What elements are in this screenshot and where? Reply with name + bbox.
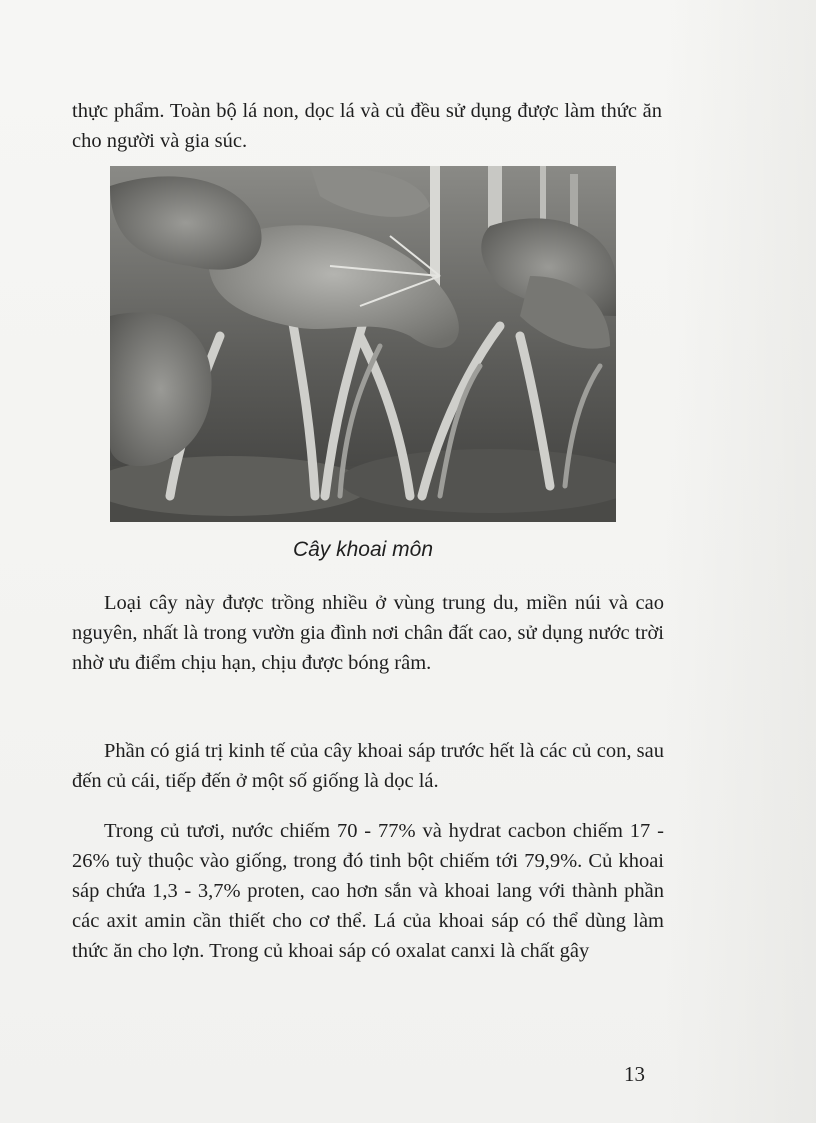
taro-plant-illustration — [110, 166, 616, 522]
intro-paragraph: thực phẩm. Toàn bộ lá non, dọc lá và củ đều sử dụng được làm thức ăn cho người và gia súc. — [72, 100, 662, 152]
page-number: 13 — [624, 1062, 645, 1086]
page-edge-shadow — [666, 0, 816, 1123]
taro-plant-photo — [110, 166, 616, 522]
paragraph-composition: Trong củ tươi, nước chiếm 70 - 77% và hydrat cacbon chiếm 17 - 26% tuỳ thuộc vào giống, trong đó tinh bột chiếm tới 79,9%. Củ khoai sáp chứa 1,3 - 3,7% proten, cao hơn sắn và khoai lang với thành phần các axit amin cần thiết cho cơ thể. Lá của khoai sáp có thể dùng làm thức ăn cho lợn. Trong củ khoai sáp có oxalat canxi là chất gây — [72, 820, 664, 962]
paragraph-growing-regions: Loại cây này được trồng nhiều ở vùng trung du, miền núi và cao nguyên, nhất là trong vườn gia đình nơi chân đất cao, sử dụng nước trời nhờ ưu điểm chịu hạn, chịu được bóng râm. — [72, 592, 664, 674]
paragraph-economic-value: Phần có giá trị kinh tế của cây khoai sáp trước hết là các củ con, sau đến củ cái, tiếp đến ở một số giống là dọc lá. — [72, 740, 664, 792]
figure-caption: Cây khoai môn — [292, 538, 434, 561]
